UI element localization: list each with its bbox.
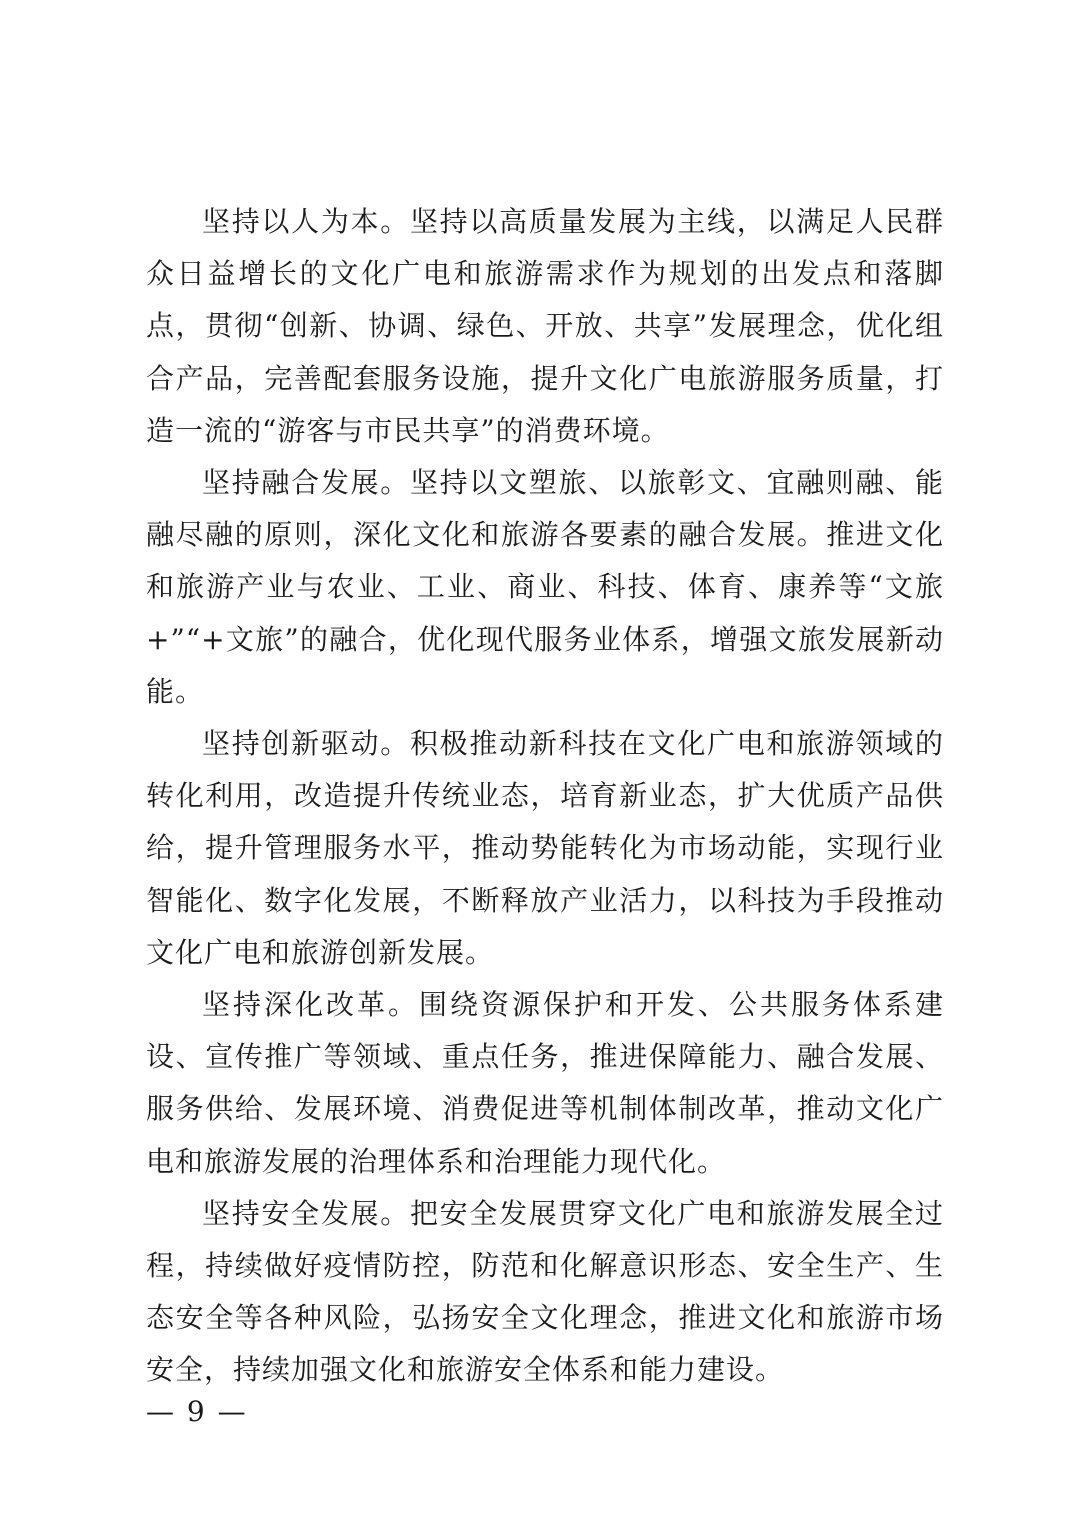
paragraph-innovation-driven: 坚持创新驱动。积极推动新科技在文化广电和旅游领域的转化利用，改造提升传统业态，培育新业态，扩大优质产品供给，提升管理服务水平，推动势能转化为市场动能，实现行业智能化、数字化发展，不断释放产业活力，以科技为手段推动文化广电和旅游创新发展。 — [146, 727, 944, 969]
paragraph-integrated-development: 坚持融合发展。坚持以文塑旅、以旅彰文、宜融则融、能融尽融的原则，深化文化和旅游各要素的融合发展。推进文化和旅游产业与农业、工业、商业、科技、体育、康养等“文旅+”“+文旅”的融合，优化现代服务业体系，增强文旅发展新动能。 — [146, 466, 944, 708]
paragraph-safe-development: 坚持安全发展。把安全发展贯穿文化广电和旅游发展全过程，持续做好疫情防控，防范和化解意识形态、安全生产、生态安全等各种风险，弘扬安全文化理念，推进文化和旅游市场安全，持续加强文化和旅游安全体系和能力建设。 — [146, 1196, 944, 1387]
paragraph-people-oriented: 坚持以人为本。坚持以高质量发展为主线，以满足人民群众日益增长的文化广电和旅游需求作为规划的出发点和落脚点，贯彻“创新、协调、绿色、开放、共享”发展理念，优化组合产品，完善配套服务设施，提升文化广电旅游服务质量，打造一流的“游客与市民共享”的消费环境。 — [146, 205, 944, 447]
page-number: — 9 — — [146, 1395, 248, 1428]
paragraph-deepen-reform: 坚持深化改革。围绕资源保护和开发、公共服务体系建设、宣传推广等领域、重点任务，推进保障能力、融合发展、服务供给、发展环境、消费促进等机制体制改革，推动文化广电和旅游发展的治理体系和治理能力现代化。 — [146, 988, 944, 1178]
document-body — [146, 196, 944, 1397]
